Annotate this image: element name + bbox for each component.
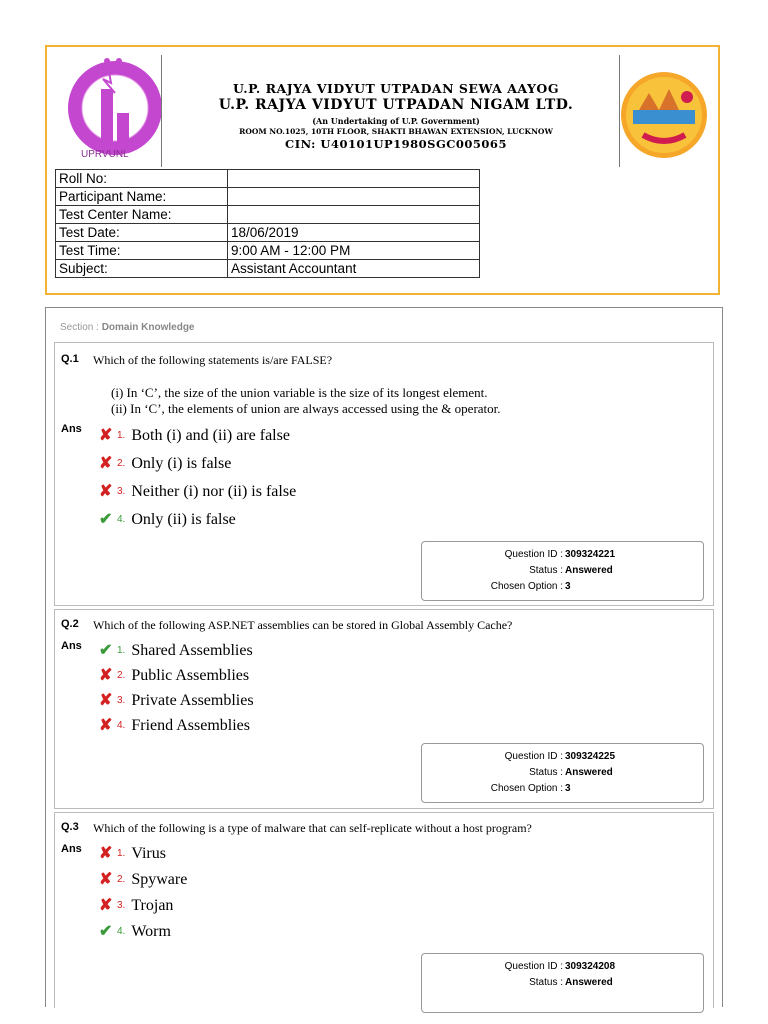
info-value [228,170,480,188]
question-id-label: Question ID : [504,961,563,972]
question-card-2 [54,609,714,809]
chosen-option-label: Chosen Option : [490,581,563,592]
info-row [56,260,480,278]
info-label: Test Time: [56,242,228,260]
option-text: Only (i) is false [131,455,232,472]
option-text: Both (i) and (ii) are false [131,427,290,444]
question-meta-box [421,953,704,1013]
question-id-label: Question ID : [504,549,563,560]
option-text: Only (ii) is false [131,511,236,528]
option-text: Virus [131,845,166,862]
wrong-cross-icon: ✘ [99,692,113,709]
section-label [60,322,195,333]
wrong-cross-icon: ✘ [99,667,113,684]
section-name: Domain Knowledge [101,322,195,333]
answer-option [99,690,254,710]
question-number: Q.1 [61,353,79,365]
option-number: 3. [117,695,126,706]
option-text: Worm [131,923,171,940]
info-row [56,170,480,188]
section-prefix: Section : [60,322,102,333]
status-label: Status : [529,767,563,778]
header-card [45,45,720,295]
option-number: 2. [117,670,126,681]
question-text: Which of the following ASP.NET assemblies can be stored in Global Assembly Cache? [93,618,513,632]
question-id-label: Question ID : [504,751,563,762]
option-text: Trojan [131,897,174,914]
wrong-cross-icon: ✘ [99,897,113,914]
option-number: 2. [117,458,126,469]
answer-option [99,715,250,735]
correct-check-icon: ✔ [99,923,113,940]
answer-label: Ans [61,423,82,435]
option-text: Neither (i) nor (ii) is false [131,483,297,500]
wrong-cross-icon: ✘ [99,871,113,888]
org-address: ROOM NO.1025, 10TH FLOOR, SHAKTI BHAWAN EXTENSION, LUCKNOW [239,127,553,136]
correct-check-icon: ✔ [99,511,113,528]
option-number: 2. [117,874,126,885]
option-number: 4. [117,720,126,731]
question-id-value: 309324225 [565,751,616,762]
info-value [228,206,480,224]
status-label: Status : [529,565,563,576]
option-text: Public Assemblies [131,667,250,684]
candidate-info-table [55,169,480,278]
option-number: 1. [117,848,126,859]
answer-option [99,665,249,685]
question-id-value: 309324208 [565,961,616,972]
questions-panel [45,307,723,1007]
option-number: 3. [117,900,126,911]
info-row [56,224,480,242]
answer-option [99,895,173,915]
info-label: Test Center Name: [56,206,228,224]
answer-option [99,481,296,501]
question-text: Which of the following statements is/are FALSE? [93,353,333,367]
info-value: 18/06/2019 [228,224,480,242]
answer-option [99,921,171,941]
question-number: Q.3 [61,821,79,833]
option-number: 4. [117,514,126,525]
info-row [56,188,480,206]
answer-option [99,843,166,863]
info-value [228,188,480,206]
question-card-3 [54,812,714,1008]
answer-option [99,640,253,660]
wrong-cross-icon: ✘ [99,427,113,444]
option-text: Spyware [131,871,188,888]
answer-option [99,509,236,529]
wrong-cross-icon: ✘ [99,483,113,500]
chosen-option-label: Chosen Option : [490,783,563,794]
question-statement-1: (i) In ‘C’, the size of the union variable is the size of its longest element. [111,385,488,400]
question-card-1 [54,342,714,606]
kumbh-logo [619,55,709,167]
answer-label: Ans [61,640,82,652]
organization-header [173,81,619,151]
wrong-cross-icon: ✘ [99,845,113,862]
uprvunl-logo [57,53,167,165]
status-value: Answered [565,977,613,988]
status-value: Answered [565,767,613,778]
question-statement-2: (ii) In ‘C’, the elements of union are always accessed using the & operator. [111,401,501,416]
info-label: Test Date: [56,224,228,242]
org-cin: CIN: U40101UP1980SGC005065 [285,137,507,151]
chosen-option-value: 3 [565,581,571,592]
status-label: Status : [529,977,563,988]
question-text: Which of the following is a type of malware that can self-replicate without a host program? [93,821,532,835]
org-name-line2: U.P. RAJYA VIDYUT UTPADAN NIGAM LTD. [218,97,574,113]
answer-option [99,453,231,473]
option-number: 3. [117,486,126,497]
wrong-cross-icon: ✘ [99,717,113,734]
wrong-cross-icon: ✘ [99,455,113,472]
option-text: Shared Assemblies [131,642,253,659]
status-value: Answered [565,565,613,576]
option-text: Private Assemblies [131,692,254,709]
answer-option [99,869,187,889]
question-meta-box [421,743,704,803]
logo-divider [161,55,162,167]
org-subtitle: (An Undertaking of U.P. Government) [312,116,480,126]
info-label: Roll No: [56,170,228,188]
question-meta-box [421,541,704,601]
info-row [56,206,480,224]
info-row [56,242,480,260]
question-id-value: 309324221 [565,549,616,560]
question-number: Q.2 [61,618,79,630]
chosen-option-value: 3 [565,783,571,794]
option-number: 1. [117,430,126,441]
answer-option [99,425,290,445]
option-number: 1. [117,645,126,656]
org-name-line1: U.P. RAJYA VIDYUT UTPADAN SEWA AAYOG [233,81,559,96]
info-value: 9:00 AM - 12:00 PM [228,242,480,260]
answer-label: Ans [61,843,82,855]
correct-check-icon: ✔ [99,642,113,659]
option-text: Friend Assemblies [131,717,251,734]
info-label: Subject: [56,260,228,278]
logo-caption: UPRVUNL [81,149,129,160]
info-value: Assistant Accountant [228,260,480,278]
info-label: Participant Name: [56,188,228,206]
option-number: 4. [117,926,126,937]
